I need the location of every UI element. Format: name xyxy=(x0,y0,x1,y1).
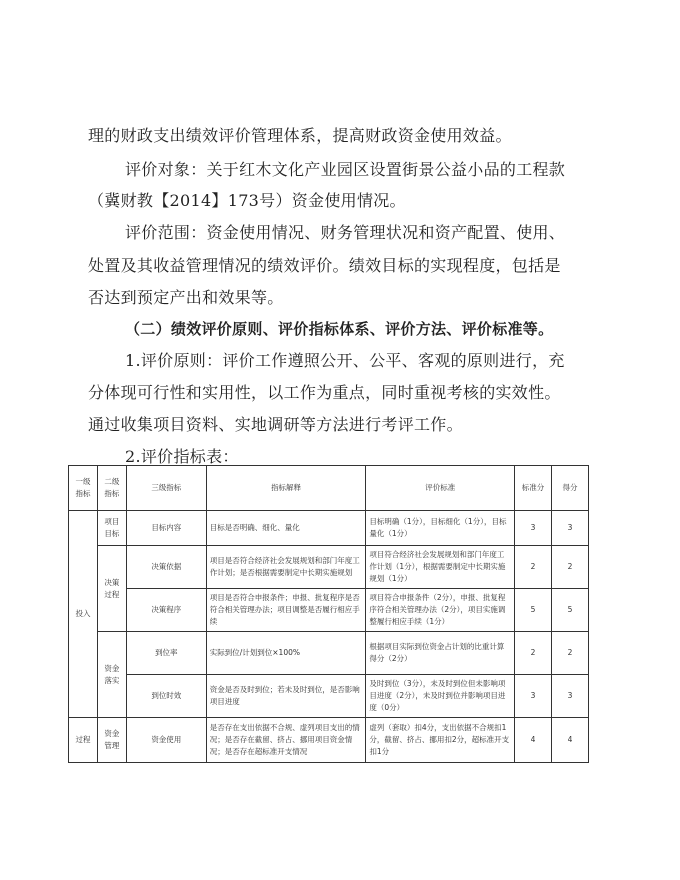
score-cell: 5 xyxy=(552,589,589,632)
explain-cell: 目标是否明确、细化、量化 xyxy=(206,511,366,546)
standard-cell: 项目符合经济社会发展规划和部门年度工作计划（1分），根据需要制定中长期实施规划（1分） xyxy=(366,546,515,589)
body-text-line: 分体现可行性和实用性，以工作为重点，同时重视考核的实效性。 xyxy=(88,383,561,402)
explain-cell: 项目是否符合经济社会发展规划和部门年度工作计划；是否根据需要制定中长期实施规划 xyxy=(206,546,366,589)
table-row xyxy=(69,546,589,589)
explain-cell: 实际到位/计划到位×100% xyxy=(206,632,366,675)
standard-cell: 项目符合申报条件（2分），申报、批复程序符合相关管理办法（2分），项目实施调整履行相应手续（1分） xyxy=(366,589,515,632)
score-std-cell: 3 xyxy=(515,675,552,718)
body-text-line: 否达到预定产出和效果等。 xyxy=(88,288,284,307)
table-row xyxy=(69,675,589,718)
table-row xyxy=(69,511,589,546)
body-text-line: 处置及其收益管理情况的绩效评价。绩效目标的实现程度，包括是 xyxy=(88,256,561,275)
standard-cell: 目标明确（1分），目标细化（1分），目标量化（1分） xyxy=(366,511,515,546)
indicator-cell: 决策程序 xyxy=(126,589,206,632)
body-text-line: （冀财教【2014】173号）资金使用情况。 xyxy=(88,191,406,210)
score-cell: 2 xyxy=(552,632,589,675)
score-cell: 4 xyxy=(552,718,589,763)
standard-cell: 及时到位（3分），未及时到位但未影响项目进度（2分），未及时到位并影响项目进度（0分） xyxy=(366,675,515,718)
explain-cell: 项目是否符合申报条件；申报、批复程序是否符合相关管理办法；项目调整是否履行相应手续 xyxy=(206,589,366,632)
score-std-cell: 4 xyxy=(515,718,552,763)
header-level2: 二级指标 xyxy=(97,466,126,511)
indicator-cell: 到位时效 xyxy=(126,675,206,718)
body-text-line: 1.评价原则：评价工作遵照公开、公平、客观的原则进行，充 xyxy=(125,351,565,370)
table-row xyxy=(69,632,589,675)
score-std-cell: 2 xyxy=(515,632,552,675)
indicator-cell: 到位率 xyxy=(126,632,206,675)
header-level3: 三级指标 xyxy=(126,466,206,511)
header-standard: 评价标准 xyxy=(366,466,515,511)
score-cell: 2 xyxy=(552,546,589,589)
header-level1: 一级指标 xyxy=(69,466,98,511)
standard-cell: 虚列（套取）扣4分，支出依据不合规扣1分，截留、挤占、挪用扣2分，超标准开支扣1分 xyxy=(366,718,515,763)
section-heading: （二）绩效评价原则、评价指标体系、评价方法、评价标准等。 xyxy=(125,320,554,338)
header-score-std: 标准分 xyxy=(515,466,552,511)
subgroup-fund-manage: 资金管理 xyxy=(97,718,126,763)
indicator-cell: 资金使用 xyxy=(126,718,206,763)
table-row xyxy=(69,718,589,763)
body-text-line: 2.评价指标表： xyxy=(125,447,239,466)
header-explain: 指标解释 xyxy=(206,466,366,511)
table-row xyxy=(69,589,589,632)
score-std-cell: 3 xyxy=(515,511,552,546)
score-cell: 3 xyxy=(552,511,589,546)
subgroup-project-goal: 项目目标 xyxy=(97,511,126,546)
body-text-line: 通过收集项目资料、实地调研等方法进行考评工作。 xyxy=(88,415,463,434)
group-process: 过程 xyxy=(69,718,98,763)
body-text-line: 评价范围：资金使用情况、财务管理状况和资产配置、使用、 xyxy=(125,223,566,242)
explain-cell: 是否存在支出依据不合规、虚列项目支出的情况；是否存在截留、挤占、挪用项目资金情况；是否存在超标准开支情况 xyxy=(206,718,366,763)
indicator-cell: 决策依据 xyxy=(126,546,206,589)
group-input: 投入 xyxy=(69,511,98,718)
score-std-cell: 5 xyxy=(515,589,552,632)
subgroup-decision-process: 决策过程 xyxy=(97,546,126,632)
evaluation-indicator-table xyxy=(68,465,589,763)
subgroup-fund-place: 资金落实 xyxy=(97,632,126,718)
score-cell: 3 xyxy=(552,675,589,718)
explain-cell: 资金是否及时到位；若未及时到位，是否影响项目进度 xyxy=(206,675,366,718)
body-text-line: 评价对象：关于红木文化产业园区设置街景公益小品的工程款 xyxy=(125,160,566,179)
indicator-cell: 目标内容 xyxy=(126,511,206,546)
table-header-row xyxy=(69,466,589,511)
standard-cell: 根据项目实际到位资金占计划的比重计算得分（2分） xyxy=(366,632,515,675)
body-text-line: 理的财政支出绩效评价管理体系，提高财政资金使用效益。 xyxy=(88,126,512,145)
header-score: 得分 xyxy=(552,466,589,511)
score-std-cell: 2 xyxy=(515,546,552,589)
